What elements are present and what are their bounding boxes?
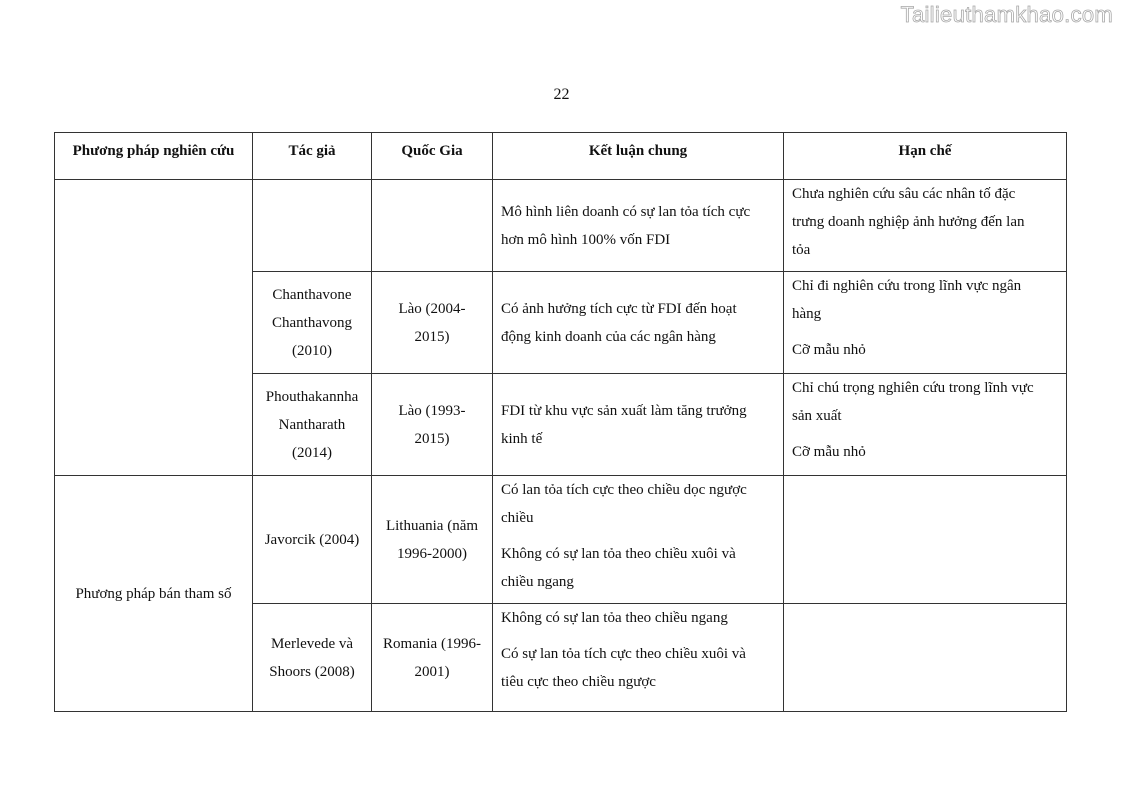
conclusion-cell — [493, 180, 784, 272]
author-line: (2010) — [292, 342, 332, 359]
limitation-cell — [784, 374, 1067, 476]
country-line: Romania (1996- — [383, 635, 481, 652]
conclusion-line: Có lan tỏa tích cực theo chiều dọc ngược — [501, 482, 747, 498]
author-line: Chanthavone — [272, 286, 352, 303]
header-method: Phương pháp nghiên cứu — [55, 133, 253, 180]
conclusion-paragraph — [501, 604, 775, 632]
author-line: Javorcik (2004) — [264, 531, 360, 548]
limitation-paragraph — [792, 374, 1058, 430]
limitation-line: hàng — [792, 306, 822, 322]
limitation-cell — [784, 604, 1067, 712]
conclusion-line: Có ảnh hưởng tích cực từ FDI đến hoạt — [501, 300, 737, 317]
country-line: Lithuania (năm — [385, 517, 479, 534]
author-cell — [253, 604, 372, 712]
limitation-line: trưng doanh nghiệp ảnh hưởng đến lan — [792, 214, 1025, 230]
limitation-paragraph — [792, 438, 1058, 466]
conclusion-line: FDI từ khu vực sản xuất làm tăng trưởng — [501, 402, 747, 419]
limitation-paragraph — [792, 272, 1058, 328]
limitation-line: Chưa nghiên cứu sâu các nhân tố đặc — [792, 186, 1016, 202]
limitation-paragraph — [792, 180, 1058, 264]
country-line: Lào (2004- — [398, 300, 466, 317]
author-cell — [253, 272, 372, 374]
conclusion-paragraph — [501, 476, 775, 532]
conclusion-line: chiều ngang — [501, 574, 574, 590]
author-line: (2014) — [292, 444, 332, 461]
author-line: Shoors (2008) — [269, 663, 355, 680]
method-cell — [55, 180, 253, 476]
limitation-line: sản xuất — [792, 408, 842, 424]
country-cell — [372, 272, 493, 374]
country-cell — [372, 604, 493, 712]
limitation-paragraph — [792, 336, 1058, 364]
conclusion-line: Có sự lan tỏa tích cực theo chiều xuôi và — [501, 646, 746, 662]
method-cell: Phương pháp bán tham số — [55, 476, 253, 712]
header-conclusion: Kết luận chung — [493, 133, 784, 180]
country-line: 2015) — [414, 430, 450, 447]
conclusion-line: hơn mô hình 100% vốn FDI — [501, 231, 671, 248]
table-row — [55, 476, 1067, 604]
conclusion-cell — [493, 272, 784, 374]
conclusion-line: Không có sự lan tỏa theo chiều xuôi và — [501, 546, 736, 562]
conclusion-line: tiêu cực theo chiều ngược — [501, 674, 656, 690]
table-row — [55, 180, 1067, 272]
country-cell — [372, 476, 493, 604]
conclusion-cell — [493, 374, 784, 476]
research-methods-table — [54, 132, 1067, 712]
country-line: Lào (1993- — [398, 402, 466, 419]
conclusion-line: Mô hình liên doanh có sự lan tỏa tích cực — [501, 203, 751, 220]
conclusion-line: kinh tế — [501, 430, 543, 447]
conclusion-paragraph — [501, 640, 775, 696]
header-author: Tác giả — [253, 133, 372, 180]
country-cell — [372, 180, 493, 272]
author-cell — [253, 374, 372, 476]
limitation-line: Cỡ mẫu nhỏ — [792, 444, 866, 460]
country-line: 2015) — [414, 328, 450, 345]
author-line: Nantharath — [278, 416, 346, 433]
conclusion-line: chiều — [501, 510, 534, 526]
country-line: 2001) — [414, 663, 450, 680]
country-cell — [372, 374, 493, 476]
header-country: Quốc Gia — [372, 133, 493, 180]
limitation-line: tỏa — [792, 242, 811, 258]
author-line: Chanthavong — [272, 314, 352, 331]
limitation-line: Chỉ đi nghiên cứu trong lĩnh vực ngân — [792, 278, 1022, 294]
conclusion-line: động kinh doanh của các ngân hàng — [501, 328, 716, 345]
author-line: Phouthakannha — [265, 388, 359, 405]
conclusion-line: Không có sự lan tỏa theo chiều ngang — [501, 610, 728, 626]
page-number: 22 — [553, 86, 570, 103]
limitation-line: Cỡ mẫu nhỏ — [792, 342, 866, 358]
conclusion-cell — [493, 604, 784, 712]
watermark: Tailieuthamkhao.com — [900, 2, 1113, 27]
author-line: Merlevede và — [270, 635, 354, 652]
table-header-row — [55, 133, 1067, 180]
limitation-cell — [784, 180, 1067, 272]
conclusion-paragraph — [501, 540, 775, 596]
header-limitation: Hạn chế — [784, 133, 1067, 180]
country-line: 1996-2000) — [397, 545, 467, 562]
author-cell — [253, 180, 372, 272]
limitation-cell — [784, 476, 1067, 604]
limitation-line: Chỉ chú trọng nghiên cứu trong lĩnh vực — [792, 380, 1034, 396]
conclusion-cell — [493, 476, 784, 604]
author-cell — [253, 476, 372, 604]
limitation-cell — [784, 272, 1067, 374]
